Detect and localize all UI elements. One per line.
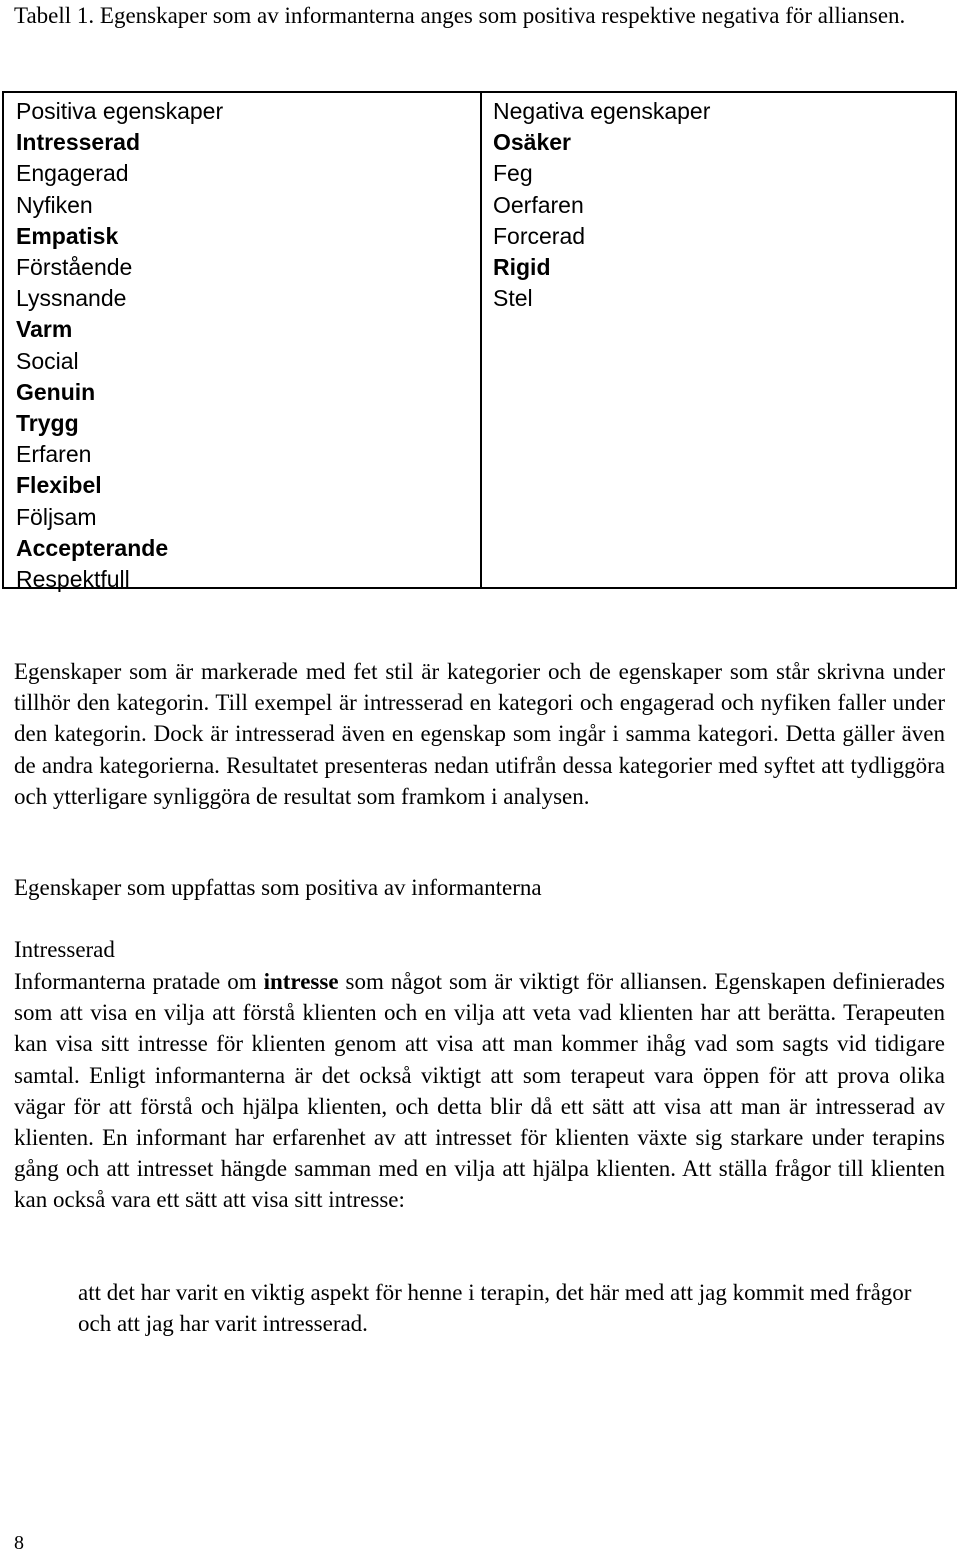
positive-trait: Varm [16,316,73,343]
positive-trait: Följsam [16,503,97,530]
table-caption: Tabell 1. Egenskaper som av informanterna anges som positiva respektive negativa för alliansen. [14,3,906,28]
positive-trait: Respektfull [16,566,130,593]
negative-traits-list [493,127,955,314]
positive-trait: Förstående [16,254,133,281]
page-number: 8 [14,1532,24,1554]
positive-trait: Accepterande [16,534,169,561]
positive-trait: Empatisk [16,222,119,249]
block-quote: att det har varit en viktig aspekt för henne i terapin, det här med att jag kommit med frågor och att jag har varit intresserad. [78,1280,912,1337]
positive-traits-list [16,127,480,595]
body-paragraph [14,966,945,1216]
negative-traits-header: Negativa egenskaper [493,98,711,124]
traits-table [2,91,957,593]
negative-trait: Forcerad [493,222,586,249]
body-text-start: Informanterna pratade om [14,969,264,994]
positive-trait: Erfaren [16,441,92,468]
negative-trait: Feg [493,160,533,187]
positive-trait: Trygg [16,410,79,437]
positive-traits-header: Positiva egenskaper [16,98,224,124]
section-heading: Egenskaper som uppfattas som positiva av informanterna [14,875,542,900]
positive-trait: Flexibel [16,472,102,499]
negative-trait: Rigid [493,254,551,281]
positive-trait: Genuin [16,378,96,405]
positive-trait: Engagerad [16,160,129,187]
negative-trait: Stel [493,285,533,312]
negative-trait: Oerfaren [493,191,584,218]
body-text-rest: som något som är viktigt för alliansen. Egenskapen definierades som att visa en vilja att förstå klienten och en vilja att veta vad klienten har att berätta. Terapeuten kan visa sitt intresse för klienten genom att visa att man kommer ihåg vad som sagts vid tidigare samtal. Enligt informanterna är det också viktigt att som terapeut vara öppen för att prova olika vägar för att förstå och hjälpa klienten, och detta blir då ett sätt att visa att man är intresserad av klienten. En informant har erfarenhet av att intresset för klienten växte sig starkare under terapins gång och att intresset hängde samman med en vilja att hjälpa klienten. Att ställa frågor till klienten kan också vara ett sätt att visa sitt intresse: [14,969,945,1213]
subsection-heading: Intresserad [14,937,115,962]
positive-trait: Intresserad [16,129,141,156]
negative-traits-column [482,93,955,587]
positive-trait: Social [16,347,79,374]
negative-trait: Osäker [493,129,572,156]
positive-traits-column [4,93,482,593]
positive-trait: Lyssnande [16,285,127,312]
explanation-paragraph: Egenskaper som är markerade med fet stil är kategorier och de egenskaper som står skrivna under tillhör den kategorin. Till exempel är intresserad en kategori och engagerad och nyfiken faller under den kategorin. Dock är intresserad även en egenskap som ingår i samma kategori. Detta gäller även de andra kategorierna. Resultatet presenteras nedan utifrån dessa kategorier med syftet att tydliggöra och ytterligare synliggöra de resultat som framkom i analysen. [14,659,945,809]
body-bold-term: intresse [263,969,339,994]
positive-trait: Nyfiken [16,191,93,218]
